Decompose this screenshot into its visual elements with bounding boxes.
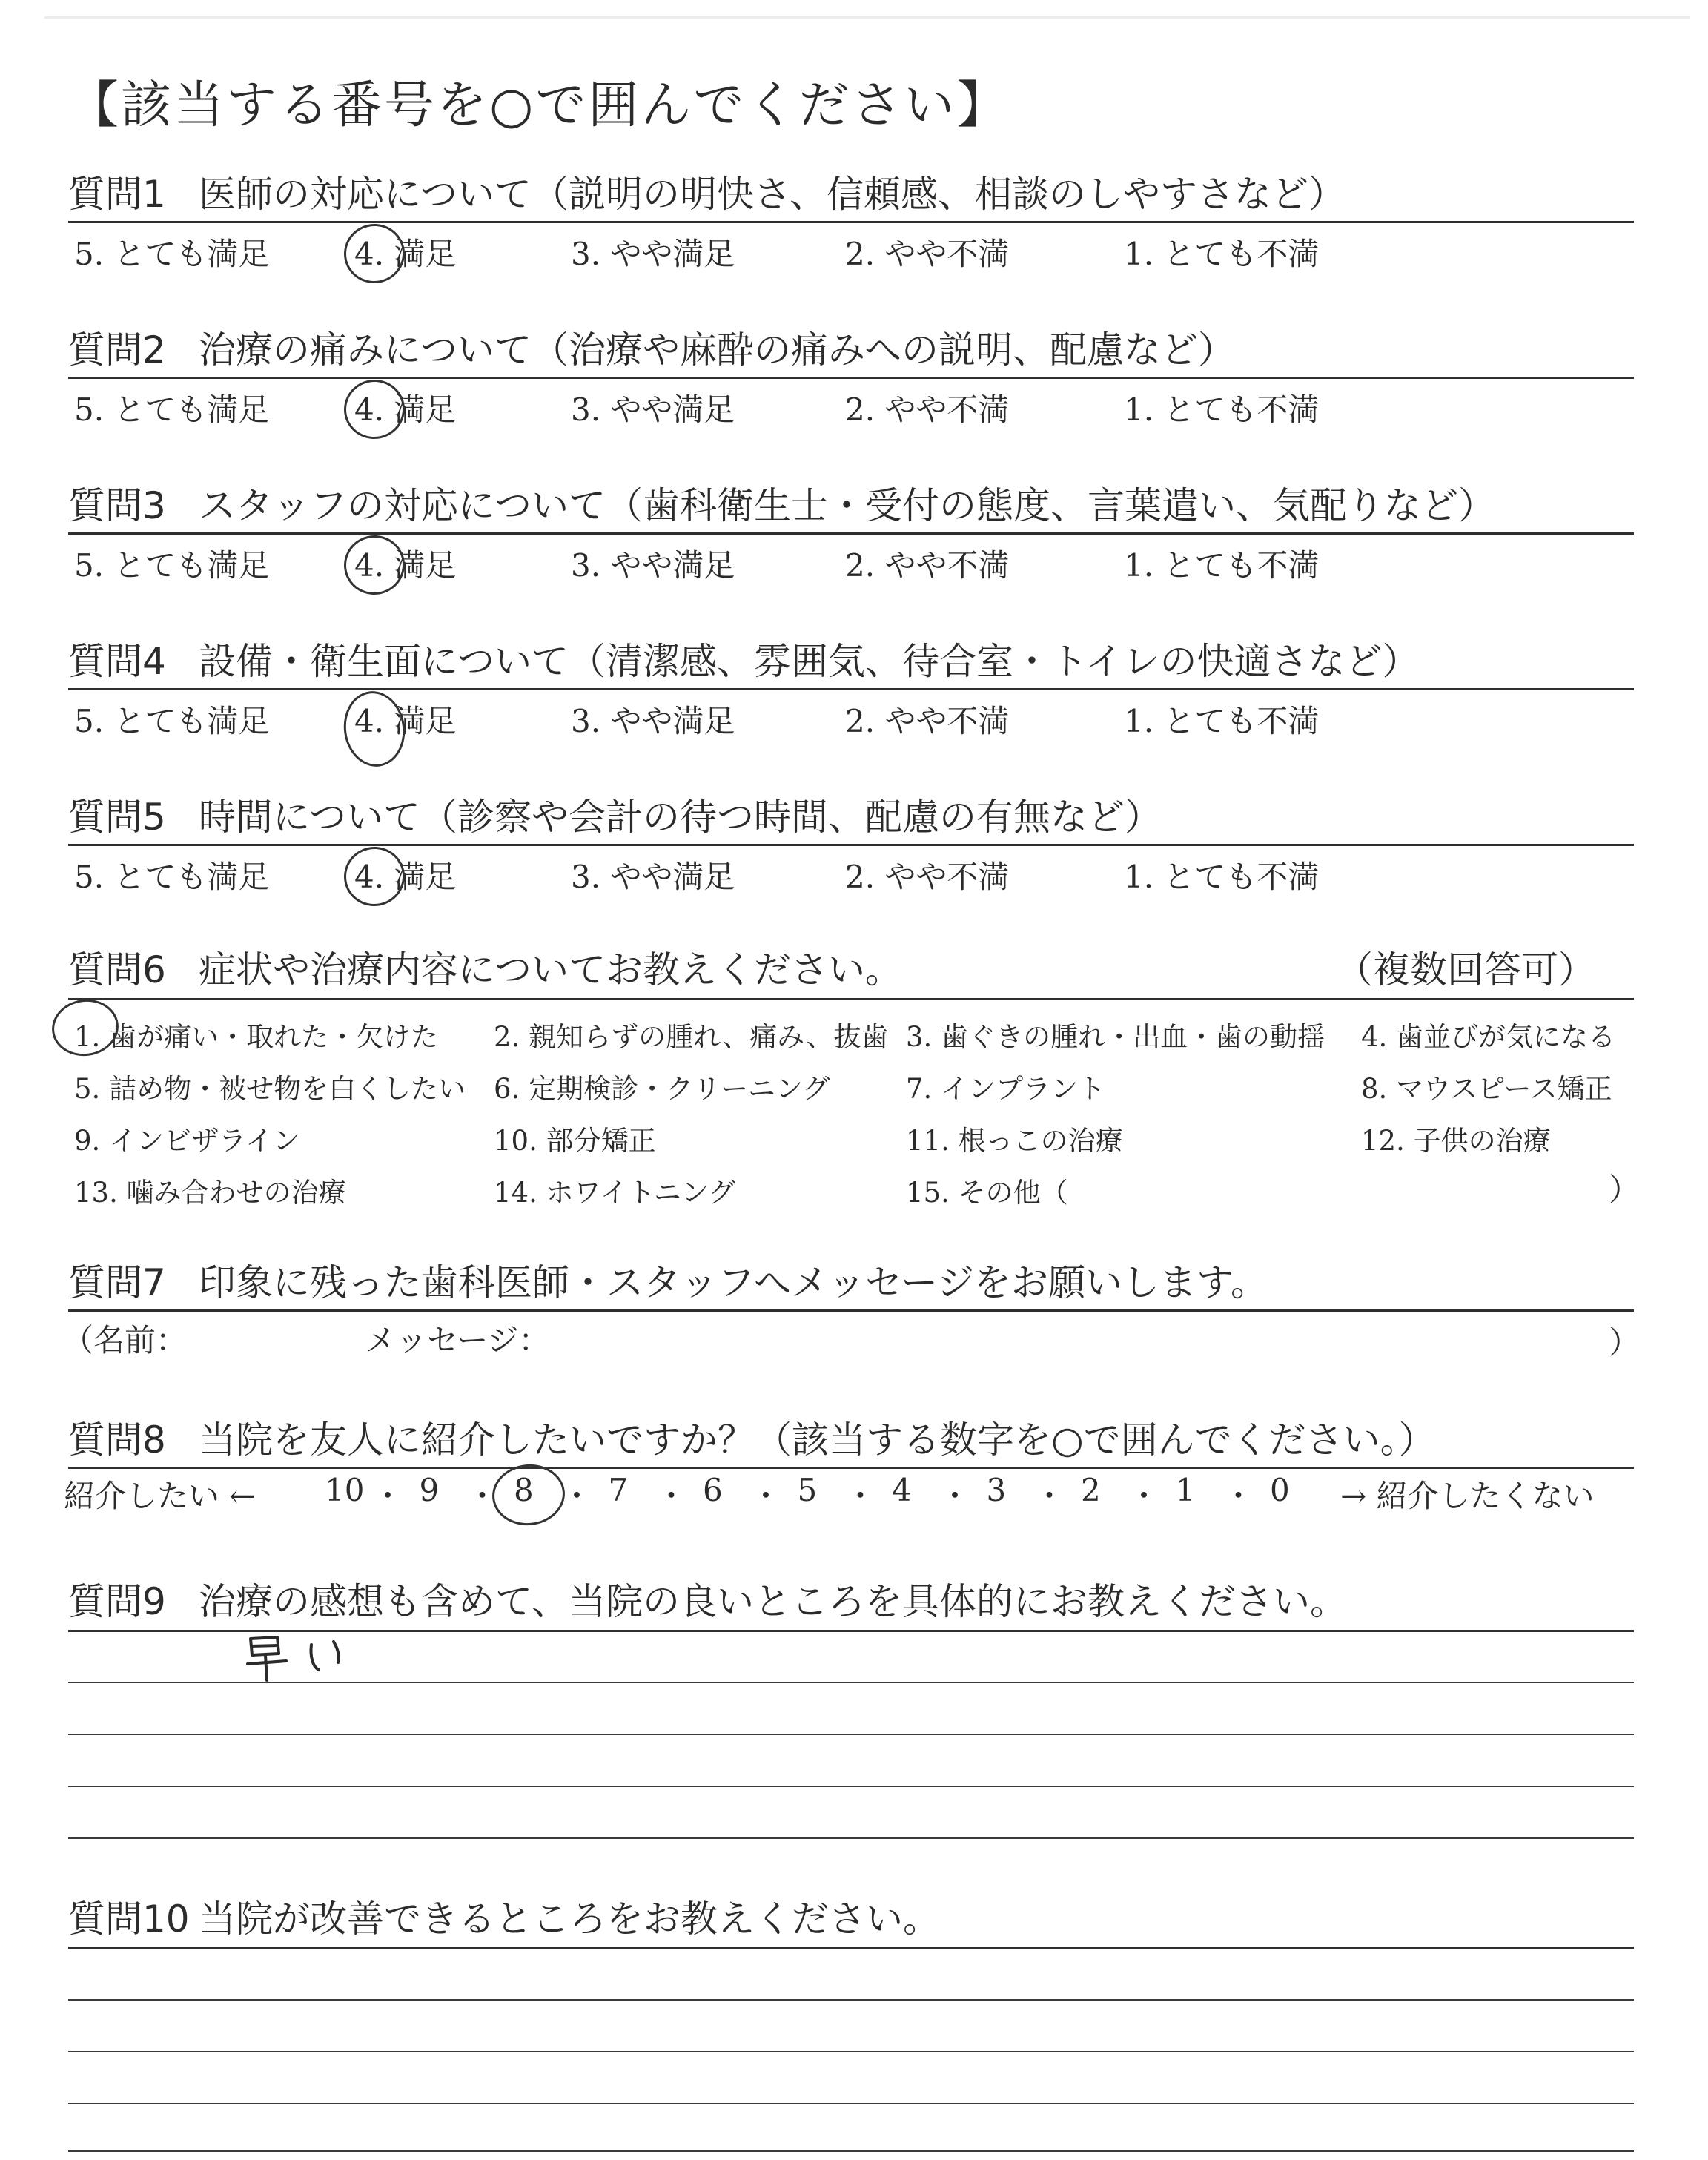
q2-text: 治療の痛みについて（治療や麻酔の痛みへの説明、配慮など） [199, 328, 1235, 371]
q3-option[interactable]: 3. やや満足 [571, 547, 735, 584]
q4-option[interactable]: 5. とても満足 [74, 703, 270, 739]
q1-rule [68, 221, 1634, 223]
q8-scale-number[interactable]: 4 [892, 1472, 912, 1508]
q6-option[interactable]: 7. インプラント [906, 1073, 1106, 1105]
q10-rule [68, 1947, 1634, 1949]
q5-option[interactable]: 3. やや満足 [571, 859, 735, 895]
q9-handwritten-answer [245, 1631, 363, 1686]
q8-right-label: → 紹介したくない [1340, 1478, 1595, 1514]
q9-answer-line [68, 1734, 1634, 1735]
q6-text: 症状や治療内容についてお教えください。 [199, 948, 902, 991]
q10-answer-line [68, 2150, 1634, 2152]
q2-number: 質問2 [68, 328, 166, 371]
q7-header [68, 1253, 1625, 1307]
q4-option[interactable]: 3. やや満足 [571, 703, 735, 739]
q8-scale-number[interactable]: 2 [1081, 1472, 1101, 1508]
q6-option[interactable]: 3. 歯ぐきの腫れ・出血・歯の動揺 [906, 1021, 1325, 1053]
q8-scale-number[interactable]: 1 [1175, 1472, 1196, 1508]
q4-header [68, 632, 1625, 685]
q8-scale-separator: ・ [939, 1478, 971, 1514]
q6-option[interactable]: 14. ホワイトニング [494, 1177, 736, 1209]
q8-scale-separator: ・ [372, 1478, 404, 1514]
q1-option[interactable]: 4. 満足 [354, 236, 457, 272]
q6-option[interactable]: 5. 詰め物・被せ物を白くしたい [74, 1073, 466, 1105]
q5-option[interactable]: 4. 満足 [354, 859, 457, 895]
q6-rule [68, 998, 1634, 1000]
q8-header [68, 1410, 1625, 1464]
q3-option[interactable]: 5. とても満足 [74, 547, 270, 584]
q6-option[interactable]: 8. マウスピース矯正 [1361, 1073, 1612, 1105]
q6-option[interactable]: 11. 根っこの治療 [906, 1125, 1123, 1157]
q3-header [68, 476, 1625, 529]
q1-option[interactable]: 5. とても満足 [74, 236, 270, 272]
q9-answer-line [68, 1786, 1634, 1787]
q3-option[interactable]: 2. やや不満 [845, 547, 1010, 584]
q8-scale-separator: ・ [1033, 1478, 1065, 1514]
q5-header [68, 787, 1625, 841]
q6-option[interactable]: 12. 子供の治療 [1361, 1125, 1551, 1157]
q6-option[interactable]: 15. その他（ [906, 1177, 1068, 1209]
q8-left-label: 紹介したい ← [64, 1478, 256, 1514]
q6-option[interactable]: 13. 噛み合わせの治療 [74, 1177, 346, 1209]
q4-text: 設備・衛生面について（清潔感、雰囲気、待合室・トイレの快適さなど） [199, 640, 1420, 683]
page-title: 【該当する番号を○で囲んでください】 [68, 76, 1010, 135]
q6-header [68, 940, 1625, 994]
q8-scale-number[interactable]: 8 [514, 1472, 534, 1508]
q9-answer-line [68, 1837, 1634, 1839]
q6-option[interactable]: 2. 親知らずの腫れ、痛み、抜歯 [494, 1021, 889, 1053]
q8-selection-circle[interactable] [489, 1461, 568, 1529]
q5-text: 時間について（診察や会計の待つ時間、配慮の有無など） [199, 796, 1162, 839]
q1-option[interactable]: 2. やや不満 [845, 236, 1010, 272]
q10-header [68, 1889, 1625, 1943]
q6-option[interactable]: 10. 部分矯正 [494, 1125, 656, 1157]
q8-scale-number[interactable]: 6 [703, 1472, 723, 1508]
q10-number: 質問10 [68, 1898, 190, 1941]
q4-option[interactable]: 2. やや不満 [845, 703, 1010, 739]
q3-option[interactable]: 4. 満足 [354, 547, 457, 584]
q7-close: ） [1609, 1324, 1641, 1361]
q8-scale-number[interactable]: 3 [986, 1472, 1007, 1508]
q2-option[interactable]: 5. とても満足 [74, 392, 270, 428]
q7-name-label: （名前： [62, 1322, 188, 1358]
q1-header [68, 165, 1625, 218]
q10-text: 当院が改善できるところをお教えください。 [199, 1898, 940, 1941]
q8-scale-separator: ・ [750, 1478, 782, 1514]
q8-scale-separator: ・ [1128, 1478, 1160, 1514]
q7-text: 印象に残った歯科医師・スタッフへメッセージをお願いします。 [199, 1261, 1268, 1304]
q1-text: 医師の対応について（説明の明快さ、信頼感、相談のしやすさなど） [199, 173, 1345, 216]
q6-note: （複数回答可） [1336, 948, 1595, 991]
q8-number: 質問8 [68, 1418, 166, 1462]
q4-rule [68, 688, 1634, 690]
q9-number: 質問9 [68, 1580, 166, 1623]
q3-option[interactable]: 1. とても不満 [1124, 547, 1320, 584]
q8-scale-number[interactable]: 10 [325, 1472, 365, 1508]
q7-number: 質問7 [68, 1261, 166, 1304]
q8-scale-separator: ・ [561, 1478, 593, 1514]
q8-scale-separator: ・ [844, 1478, 876, 1514]
q8-scale-number[interactable]: 0 [1270, 1472, 1290, 1508]
q10-answer-line [68, 1999, 1634, 2001]
q9-text: 治療の感想も含めて、当院の良いところを具体的にお教えください。 [199, 1580, 1347, 1623]
q10-answer-line [68, 2103, 1634, 2104]
q2-option[interactable]: 1. とても不満 [1124, 392, 1320, 428]
q8-scale-number[interactable]: 7 [608, 1472, 629, 1508]
q2-option[interactable]: 4. 満足 [354, 392, 457, 428]
q9-header [68, 1572, 1625, 1625]
q5-number: 質問5 [68, 796, 166, 839]
scan-edge [44, 16, 1690, 19]
q3-rule [68, 532, 1634, 535]
q2-option[interactable]: 2. やや不満 [845, 392, 1010, 428]
q4-number: 質問4 [68, 640, 166, 683]
q6-number: 質問6 [68, 948, 166, 991]
q8-scale-separator: ・ [466, 1478, 498, 1514]
q8-scale-separator: ・ [1222, 1478, 1254, 1514]
q4-option[interactable]: 1. とても不満 [1124, 703, 1320, 739]
q2-header [68, 320, 1625, 374]
q8-text: 当院を友人に紹介したいですか？（該当する数字を○で囲んでください。） [199, 1418, 1436, 1462]
q2-option[interactable]: 3. やや満足 [571, 392, 735, 428]
q8-scale-number[interactable]: 5 [797, 1472, 818, 1508]
q1-option[interactable]: 3. やや満足 [571, 236, 735, 272]
q8-scale-separator: ・ [655, 1478, 687, 1514]
q7-message-label: メッセージ： [365, 1322, 550, 1358]
q3-number: 質問3 [68, 484, 166, 527]
q5-option[interactable]: 1. とても不満 [1124, 859, 1320, 895]
q1-number: 質問1 [68, 173, 166, 216]
q8-scale-number[interactable]: 9 [419, 1472, 440, 1508]
q1-option[interactable]: 1. とても不満 [1124, 236, 1320, 272]
q7-rule [68, 1309, 1634, 1312]
q5-rule [68, 844, 1634, 846]
q5-option[interactable]: 2. やや不満 [845, 859, 1010, 895]
q10-answer-line [68, 2051, 1634, 2052]
q6-option[interactable]: 6. 定期検診・クリーニング [494, 1073, 830, 1105]
q8-rule [68, 1467, 1634, 1469]
q6-option[interactable]: 1. 歯が痛い・取れた・欠けた [74, 1021, 439, 1053]
q6-other-close: ） [1609, 1172, 1641, 1208]
q6-option[interactable]: 4. 歯並びが気になる [1361, 1021, 1616, 1053]
q2-rule [68, 377, 1634, 379]
q3-text: スタッフの対応について（歯科衛生士・受付の態度、言葉遣い、気配りなど） [199, 484, 1495, 527]
q4-option[interactable]: 4. 満足 [354, 703, 457, 739]
q5-option[interactable]: 5. とても満足 [74, 859, 270, 895]
q6-option[interactable]: 9. インビザライン [74, 1125, 300, 1157]
